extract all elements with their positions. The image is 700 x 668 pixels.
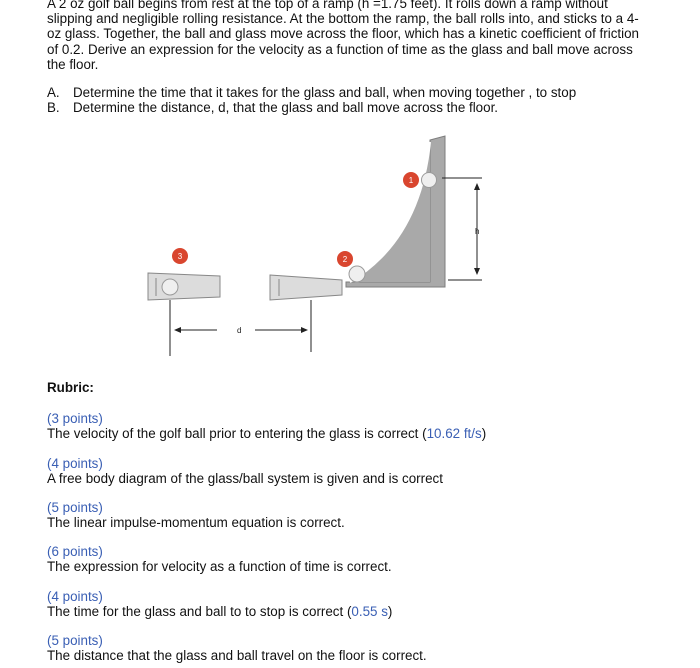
criterion-text-line xyxy=(47,426,486,441)
task-text: Determine the distance, d, that the glass and ball move across the floor. xyxy=(73,100,499,116)
criterion-text: The expression for velocity as a function of time is correct. xyxy=(47,559,392,575)
golf-ball-bottom xyxy=(349,266,365,282)
criterion-text-line xyxy=(47,515,345,530)
d-arrow-left xyxy=(174,327,181,333)
criterion-points: (5 points) xyxy=(47,500,103,515)
criterion-text: The velocity of the golf ball prior to entering the glass is correct ( xyxy=(47,426,427,442)
task-b xyxy=(47,100,647,115)
criterion-text-line xyxy=(47,604,392,619)
criterion-text: The distance that the glass and ball travel on the floor is correct. xyxy=(47,648,427,664)
criterion-text-line xyxy=(47,648,427,663)
criterion-points: (6 points) xyxy=(47,544,103,559)
task-list xyxy=(47,85,647,115)
problem-text: A 2 oz golf ball begins from rest at the top of a ramp (h =1.75 feet). It rolls down a ramp without slipping and negligible rolling resistance. At the bottom the ramp, the ball rolls into, and sticks to a 4-oz glass. Together, the ball and glass move across the floor, which has a kinetic coefficient of friction of 0.2. Derive an expression for the velocity as a function of time as the glass and ball move across the floor. xyxy=(47,0,639,72)
glass-stopped xyxy=(148,273,220,300)
rubric-criterion xyxy=(47,544,392,574)
rubric-criterion xyxy=(47,411,486,441)
task-letter: A. xyxy=(47,85,60,100)
d-arrow-right xyxy=(301,327,308,333)
rubric-criterion xyxy=(47,456,443,486)
problem-statement xyxy=(47,0,647,72)
golf-ball-top xyxy=(422,173,437,188)
rubric-criterion xyxy=(47,589,392,619)
marker-2-label: 2 xyxy=(342,255,348,264)
d-label: d xyxy=(237,326,242,335)
task-a xyxy=(47,85,647,100)
h-label: h xyxy=(475,227,480,236)
h-arrow-up xyxy=(474,183,480,190)
golf-ball-in-glass xyxy=(162,279,178,295)
criterion-suffix: ) xyxy=(387,604,393,620)
criterion-text-line xyxy=(47,471,443,486)
criterion-answer: 10.62 ft/s xyxy=(426,426,482,442)
criterion-points: (4 points) xyxy=(47,456,103,471)
marker-1-label: 1 xyxy=(408,176,414,185)
criterion-text-line xyxy=(47,559,392,574)
rubric-criterion xyxy=(47,500,345,530)
task-text: Determine the time that it takes for the glass and ball, when moving together , to stop xyxy=(73,85,577,100)
criterion-points: (4 points) xyxy=(47,589,103,604)
criterion-text: The time for the glass and ball to to stop is correct ( xyxy=(47,604,352,620)
task-letter: B. xyxy=(47,100,60,116)
criterion-points: (3 points) xyxy=(47,411,103,426)
rubric-title: Rubric: xyxy=(47,380,94,395)
glass-near-ramp xyxy=(270,275,342,300)
criterion-suffix: ) xyxy=(481,426,487,442)
ramp-curve xyxy=(350,142,430,282)
criterion-text: A free body diagram of the glass/ball system is given and is correct xyxy=(47,471,443,487)
criterion-answer: 0.55 s xyxy=(351,604,388,620)
criterion-text: The linear impulse-momentum equation is correct. xyxy=(47,515,345,531)
rubric-criterion xyxy=(47,633,427,663)
marker-3-label: 3 xyxy=(177,252,183,261)
h-arrow-down xyxy=(474,268,480,275)
ramp-figure xyxy=(120,130,520,370)
criterion-points: (5 points) xyxy=(47,633,103,648)
